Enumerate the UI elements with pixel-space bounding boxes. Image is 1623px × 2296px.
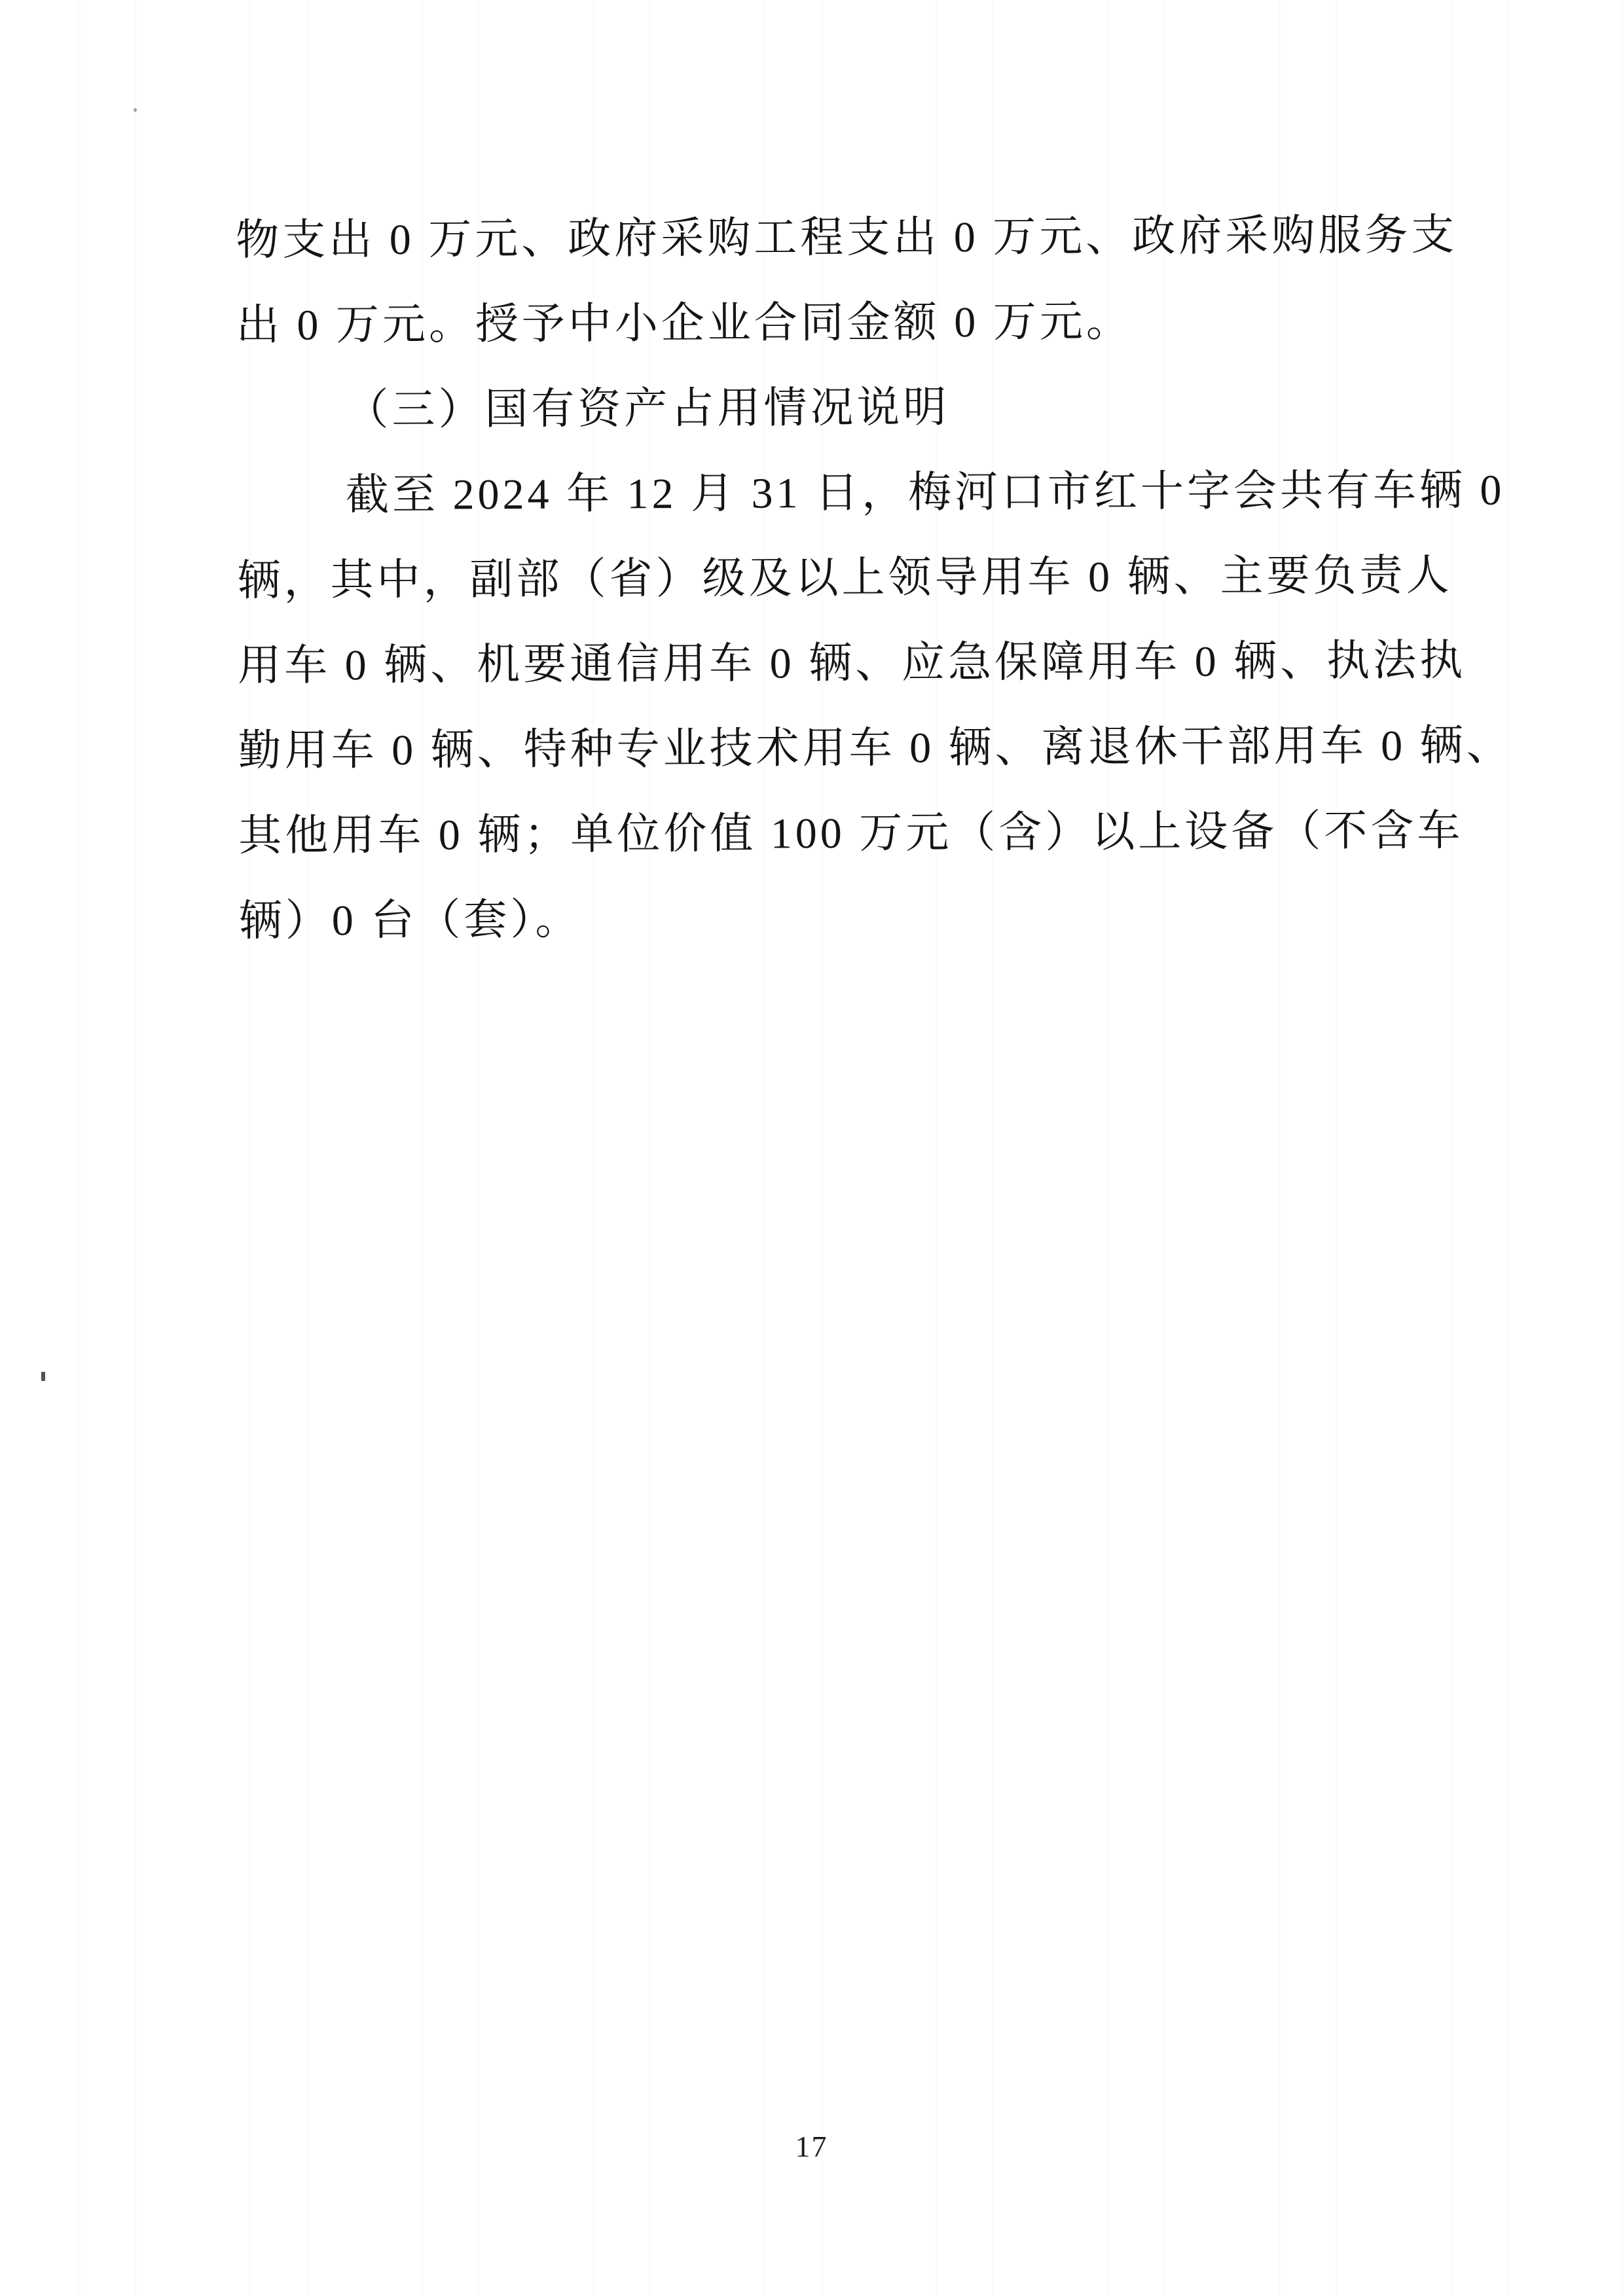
body-line: 其他用车 0 辆；单位价值 100 万元（含）以上设备（不含车 <box>238 806 1464 860</box>
scan-tick-artifact <box>41 1372 45 1381</box>
body-line: 勤用车 0 辆、特种专业技术用车 0 辆、离退休干部用车 0 辆、 <box>238 721 1513 775</box>
section-heading-state-assets: （三）国有资产占用情况说明 <box>345 384 950 435</box>
scan-speck-artifact <box>134 108 137 112</box>
body-text-block <box>236 193 1513 964</box>
body-line: 辆，其中，副部（省）级及以上领导用车 0 辆、主要负责人 <box>237 551 1453 605</box>
body-line-continuation: 物支出 0 万元、政府采购工程支出 0 万元、政府采购服务支 <box>236 211 1458 264</box>
body-line-paragraph-start: 截至 2024 年 12 月 31 日，梅河口市红十字会共有车辆 0 <box>345 466 1505 520</box>
page-number: 17 <box>795 2130 828 2163</box>
body-line: 用车 0 辆、机要通信用车 0 辆、应急保障用车 0 辆、执法执 <box>237 636 1467 690</box>
body-line-paragraph-end: 辆）0 台（套）。 <box>238 895 582 945</box>
body-line-paragraph-end: 出 0 万元。授予中小企业合同金额 0 万元。 <box>236 298 1133 350</box>
